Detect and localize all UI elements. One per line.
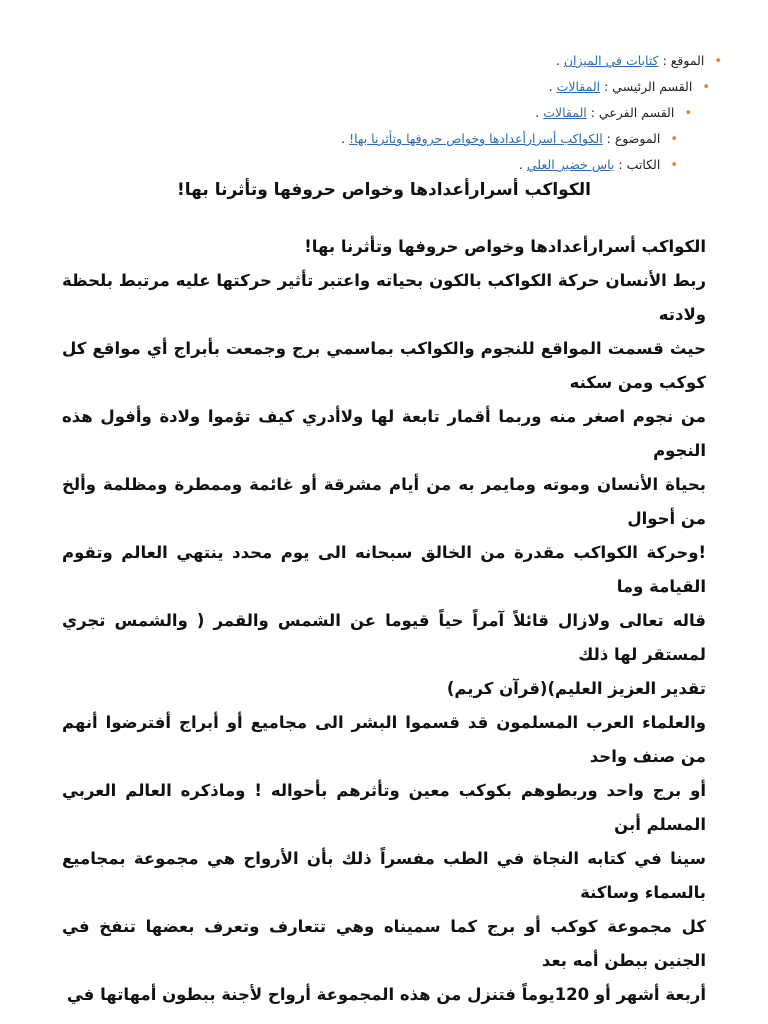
bullet-icon: • xyxy=(684,106,692,121)
article-paragraph: والعلماء العرب المسلمون قد قسموا البشر الى مجاميع أو أبراج أفترضوا أنهم من صنف واحد xyxy=(62,713,706,766)
article-paragraph: بحياة الأنسان وموته ومايمر به من أيام مشرقة أو غائمة وممطرة ومظلمة وألخ من أحوال xyxy=(62,475,706,528)
article-paragraph: كل مجموعة كوكب أو برج كما سميناه وهي تتعارف وتعرف بعضها تنفخ في الجنين ببطن أمه بعد xyxy=(62,917,706,970)
sub-section-link[interactable]: المقالات xyxy=(543,105,587,120)
breadcrumb-sub-section-label: القسم الفرعي : xyxy=(590,105,675,120)
breadcrumb-author-suffix: . xyxy=(518,157,527,172)
article-paragraph: من نجوم اصغر منه وربما أقمار تابعة لها ولاأدري كيف تؤموا ولادة وأفول هذه النجوم xyxy=(62,407,706,460)
breadcrumb-sub-section xyxy=(42,100,692,126)
article-body xyxy=(62,230,706,1012)
article-paragraph: تقدير العزيز العليم)(قرآن كريم) xyxy=(446,679,706,698)
article-paragraph: ربط الأنسان حركة الكواكب بالكون بحياته واعتبر تأثير حركتها عليه مرتبط بلحظة ولادته xyxy=(62,271,706,324)
breadcrumb-topic-label: الموضوع : xyxy=(606,131,661,146)
site-link[interactable]: كتابات في الميزان xyxy=(563,53,659,68)
topic-link[interactable]: الكواكب أسرارأعدادها وخواص حروفها وتأثرنا بها! xyxy=(349,131,603,146)
article-paragraph: !وحركة الكواكب مقدرة من الخالق سبحانه الى يوم محدد ينتهي العالم وتقوم القيامة وما xyxy=(62,543,706,596)
breadcrumb-main-section xyxy=(42,74,710,100)
article-paragraph: الكواكب أسرارأعدادها وخواص حروفها وتأثرنا بها! xyxy=(304,237,706,256)
article-paragraph: أربعة أشهر أو 120يوماً فتنزل من هذه المجموعة أرواح لأجنة ببطون أمهاتها في xyxy=(66,985,706,1004)
article-paragraph: أو برج واحد وربطوهم بكوكب معين وتأثرهم بأحواله ! وماذكره العالم العربي المسلم أبن xyxy=(62,781,706,834)
article-paragraph: حيث قسمت المواقع للنجوم والكواكب بماسمي برج وجمعت بأبراج أي مواقع كل كوكب ومن سكنه xyxy=(62,339,706,392)
bullet-icon: • xyxy=(702,80,710,95)
bullet-icon: • xyxy=(714,54,722,69)
breadcrumb-author-label: الكاتب : xyxy=(618,157,661,172)
main-section-link[interactable]: المقالات xyxy=(556,79,601,94)
breadcrumb-author xyxy=(42,152,678,178)
breadcrumb-topic xyxy=(42,126,678,152)
breadcrumb-site xyxy=(42,48,722,74)
breadcrumb-sub-section-suffix: . xyxy=(535,105,544,120)
breadcrumb-main-section-label: القسم الرئيسي : xyxy=(604,79,693,94)
breadcrumb-site-suffix: . xyxy=(555,53,564,68)
article-paragraph: سينا في كتابه النجاة في الطب مفسراً ذلك بأن الأرواح هي مجموعة بمجاميع بالسماء وساكنة xyxy=(62,849,706,902)
bullet-icon: • xyxy=(670,132,678,147)
bullet-icon: • xyxy=(670,158,678,173)
breadcrumb-topic-suffix: . xyxy=(341,131,350,146)
breadcrumb xyxy=(42,48,722,178)
article-paragraph: قاله تعالى ولازال قائلاً آمراً حياً قيوما عن الشمس والقمر ( والشمس تجري لمستقر لها ذلك xyxy=(62,611,706,664)
author-link[interactable]: ياس خضير العلي xyxy=(526,157,615,172)
breadcrumb-site-label: الموقع : xyxy=(662,53,705,68)
article-title: الكواكب أسرارأعدادها وخواص حروفها وتأثرنا بها! xyxy=(177,180,591,200)
breadcrumb-main-section-suffix: . xyxy=(548,79,557,94)
